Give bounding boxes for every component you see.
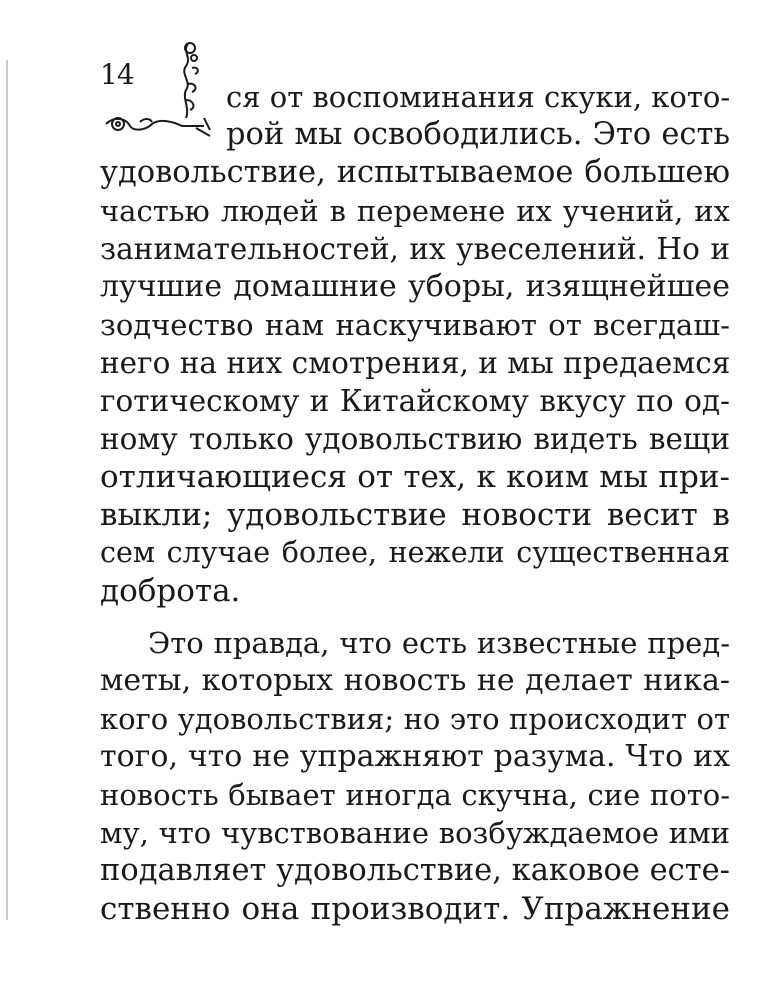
page-number: 14 — [100, 58, 134, 91]
text-line: доброта. — [100, 573, 241, 609]
text-line: му, что чувствование возбуждаемое ими — [100, 816, 730, 850]
text-line: выкли; удовольствие новости весит в — [100, 497, 730, 533]
text-line: лучшие домашние уборы, изящнейшее — [100, 269, 730, 304]
text-line: готическому и Китайскому вкусу по од- — [100, 384, 730, 418]
text-line: ному только удовольствию видеть вещи — [100, 422, 730, 456]
text-line: кого удовольствия; но это происходит от — [100, 702, 730, 736]
text-line: новость бывает иногда скучна, сие пото- — [100, 778, 730, 812]
text-line: рой мы освободились. Это есть — [226, 117, 730, 152]
text-line: ственно она производит. Упражнение — [100, 891, 730, 927]
text-line: сем случае более, нежели существенная — [100, 536, 730, 569]
text-line: меты, которых новость не делает ника- — [100, 663, 730, 698]
text-line: занимательностей, их увеселений. Но и — [100, 232, 730, 266]
text-line: него на них смотрения, и мы предаемся — [100, 346, 731, 380]
text-line: подавляет удовольствие, каковое есте- — [100, 853, 730, 888]
text-line: удовольствие, испытываемое большею — [100, 155, 730, 190]
text-line: того, что не упражняют разума. Что их — [100, 739, 730, 774]
text-line: отличающиеся от тех, к коим мы при- — [100, 459, 730, 495]
text-line: ся от воспоминания скуки, кото- — [226, 80, 731, 114]
text-line: частью людей в перемене их учений, их — [100, 194, 730, 228]
text-line: зодчество нам наскучивают от всегдаш- — [100, 308, 730, 342]
text-line: Это правда, что есть известные пред- — [148, 626, 730, 660]
page-edge-rule — [6, 60, 8, 920]
